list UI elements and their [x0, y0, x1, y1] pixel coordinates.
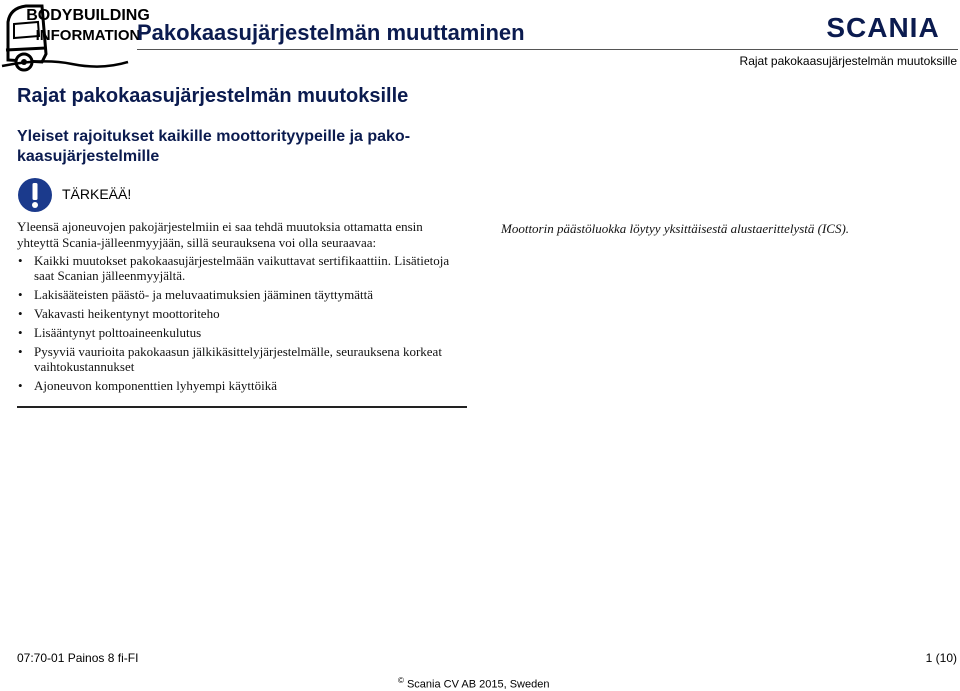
header-subtitle: Rajat pakokaasujärjestelmän muutoksille: [739, 54, 957, 68]
copyright-text: Scania CV AB 2015, Sweden: [406, 678, 550, 691]
footer-doc-id: 07:70-01 Painos 8 fi-FI: [17, 651, 139, 665]
scania-wordmark: SCANIA: [826, 12, 940, 43]
list-end-rule: [17, 406, 467, 408]
header-divider: [137, 49, 958, 50]
list-item: • Pysyviä vaurioita pakokaasun jälkikäsittelyjärjestelmälle, seurauksena korkeat vaihtokustannukset: [17, 344, 467, 374]
footer-copyright: [398, 676, 549, 691]
bodybuilding-information-logo: [2, 0, 150, 72]
document-title: Pakokaasujärjestelmän muuttaminen: [137, 20, 525, 45]
intro-paragraph: Yleensä ajoneuvojen pakojärjestelmiin ei saa tehdä muutoksia ottamatta ensin yhteyttä Scania-jälleenmyyjään, sillä seurauksena voi olla seuraavaa:: [17, 219, 423, 250]
side-note: Moottorin päästöluokka löytyy yksittäisestä alustaerittelystä (ICS).: [501, 221, 850, 236]
copyright-symbol: ©: [398, 676, 404, 685]
footer-page-number: 1 (10): [925, 651, 957, 665]
logo-text-line2: INFORMATION: [35, 27, 141, 44]
exclamation-icon: [17, 177, 53, 213]
important-label: TÄRKEÄÄ!: [62, 186, 132, 202]
list-item: • Lisääntynyt polttoaineenkulutus: [17, 325, 467, 340]
logo-text-line1: BODYBUILDING: [26, 7, 150, 24]
subsection-heading: Yleiset rajoitukset kaikille moottorityypeille ja pako-kaasujärjestelmille: [17, 128, 411, 165]
list-item: • Ajoneuvon komponenttien lyhyempi käyttöikä: [17, 378, 467, 393]
list-item: • Kaikki muutokset pakokaasujärjestelmään vaikuttavat sertifikaattiin. Lisätietoja saat Scanian jälleenmyyjältä.: [17, 253, 467, 283]
scania-logo: [808, 12, 958, 42]
list-item: • Vakavasti heikentynyt moottoriteho: [17, 306, 467, 321]
list-item: • Lakisääteisten päästö- ja meluvaatimuksien jääminen täyttymättä: [17, 287, 467, 302]
consequences-list: [17, 253, 467, 397]
section-heading: Rajat pakokaasujärjestelmän muutoksille: [17, 85, 409, 107]
